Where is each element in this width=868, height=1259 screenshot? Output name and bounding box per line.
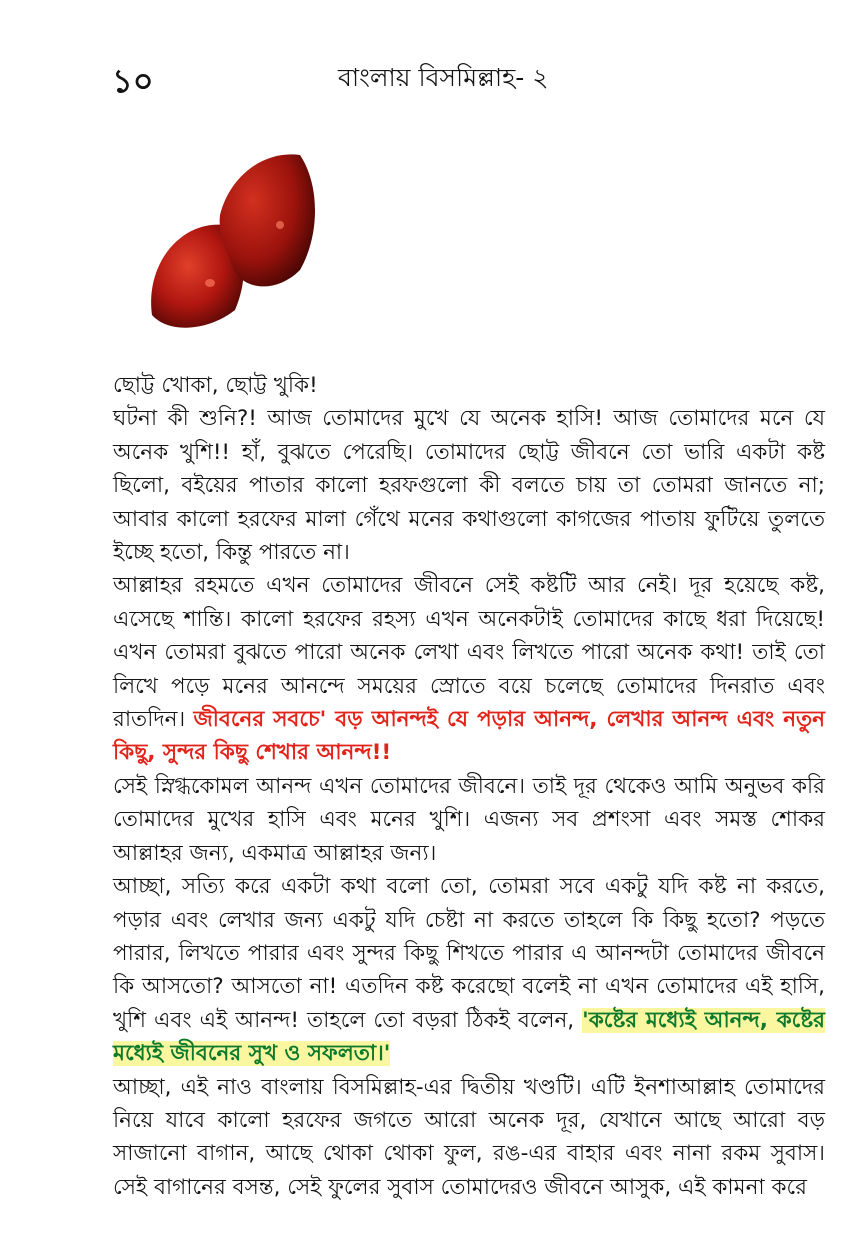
highlight-quote: 'কষ্টের মধ্যেই আনন্দ, কষ্টের মধ্যেই জীবনের সুখ ও সফলতা।' (113, 1007, 825, 1067)
paragraph-1: ঘটনা কী শুনি?! আজ তোমাদের মুখে যে অনেক হাসি! আজ তোমাদের মনে যে অনেক খুশি!! হাঁ, বুঝতে পেরেছি। তোমাদের ছোট্ট জীবনে তো ভারি একটা কষ্ট ছিলো, বইয়ের পাতার কালো হরফগুলো কী বলতে চায় তা তোমরা জানতে না; আবার কালো হরফের মালা গেঁথে মনের কথাগুলো কাগজের পাতায় ফুটিয়ে তুলতে ইচ্ছে হতো, কিন্তু পারতে না। (113, 406, 825, 566)
body-text (113, 369, 825, 1204)
running-title: বাংলায় বিসমিল্লাহ- ২ (338, 63, 549, 92)
paragraph-5: আচ্ছা, এই নাও বাংলায় বিসমিল্লাহ-এর দ্বিতীয় খণ্ডটি। এটি ইনশাআল্লাহ তোমাদের নিয়ে যাবে কালো হরফের জগতে আরো অনেক দূর, যেখানে আছে আরো বড় সাজানো বাগান, আছে থোকা থোকা ফুল, রঙ-এর বাহার এবং নানা রকম সুবাস। সেই বাগানের বসন্ত, সেই ফুলের সুবাস তোমাদেরও জীবনে আসুক, এই কামনা করে (113, 1074, 825, 1200)
highlight-red: জীবনের সবচে' বড় আনন্দই যে পড়ার আনন্দ, লেখার আনন্দ এবং নতুন কিছু, সুন্দর কিছু শেখার আনন্দ!! (113, 707, 826, 766)
page-number: ১০ (112, 62, 154, 100)
paragraph-3: সেই স্নিগ্ধকোমল আনন্দ এখন তোমাদের জীবনে। তাই দূর থেকেও আমি অনুভব করি তোমাদের মুখের হাসি এবং মনের খুশি। এজন্য সব প্রশংসা এবং সমস্ত শোকর আল্লাহর জন্য, একমাত্র আল্লাহর জন্য। (113, 773, 825, 866)
rose-petals-image (140, 145, 330, 335)
paragraph-2 (113, 569, 825, 769)
greeting-line: ছোট্ট খোকা, ছোট্ট খুকি! (113, 373, 318, 398)
paragraph-4-text: আচ্ছা, সত্যি করে একটা কথা বলো তো, তোমরা সবে একটু যদি কষ্ট না করতে, পড়ার এবং লেখার জন্য একটু যদি চেষ্টা না করতে তাহলে কি কিছু হতো? পড়তে পারার, লিখতে পারার এবং সুন্দর কিছু শিখতে পারার এ আনন্দটা তোমাদের জীবনে কি আসতো? আসতো না! এতদিন কষ্ট করেছো বলেই না এখন তোমাদের এই হাসি, খুশি এবং এই আনন্দ! তাহলে তো বড়রা ঠিকই বলেন, (113, 874, 825, 1033)
paragraph-4 (113, 870, 825, 1070)
paragraph-2-text: আল্লাহর রহমতে এখন তোমাদের জীবনে সেই কষ্টটি আর নেই। দূর হয়েছে কষ্ট, এসেছে শান্তি। কালো হরফের রহস্য এখন অনেকটাই তোমাদের কাছে ধরা দিয়েছে! এখন তোমরা বুঝতে পারো অনেক লেখা এবং লিখতে পারো অনেক কথা! তাই তো লিখে পড়ে মনের আনন্দে সময়ের স্রোতে বয়ে চলেছে তোমাদের দিনরাত এবং রাতদিন। (113, 573, 825, 733)
